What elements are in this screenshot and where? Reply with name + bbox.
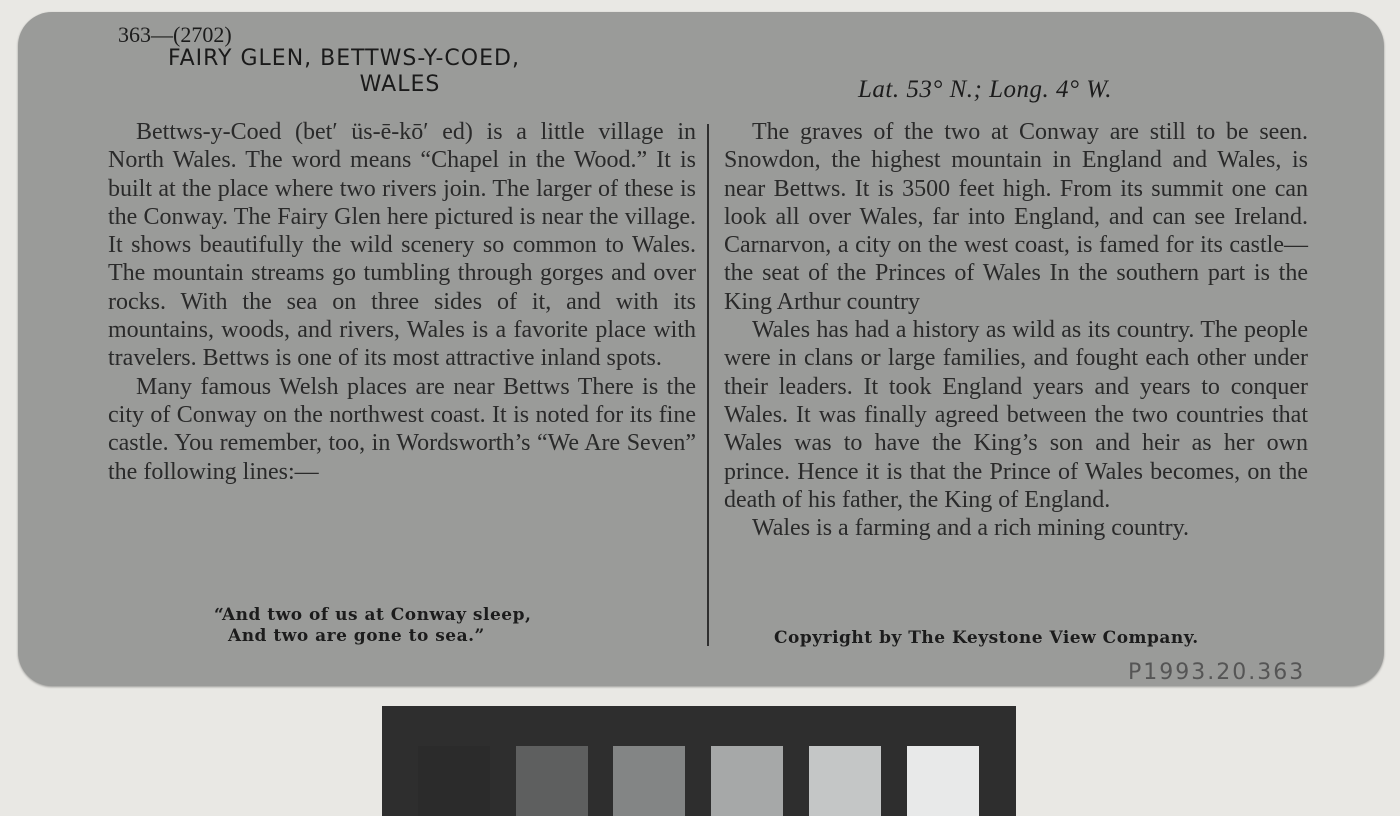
poem-line-2: And two are gone to sea.” xyxy=(228,626,485,646)
right-text-column xyxy=(724,118,1308,542)
gray-swatch xyxy=(418,746,490,816)
poem-line-1: “And two of us at Conway sleep, xyxy=(214,605,532,625)
gray-swatch xyxy=(809,746,881,816)
coordinates: Lat. 53° N.; Long. 4° W. xyxy=(858,76,1113,103)
poem-quote xyxy=(214,605,531,647)
left-paragraph-1: Bettws-y-Coed (bet′ üs-ē-kō′ ed) is a little village in North Wales. The word means “Chapel in the Wood.” It is built at the place where two rivers join. The larger of these is the Conway. The Fairy Glen here pictured is near the village. It shows beautifully the wild scenery so common to Wales. The mountain streams go tumbling through gorges and over rocks. With the sea on three sides of it, and with its mountains, woods, and rivers, Wales is a favorite place with travelers. Bettws is one of its most attractive inland spots. xyxy=(108,119,696,372)
accession-number: P1993.20.363 xyxy=(1128,660,1306,685)
right-paragraph-3: Wales is a farming and a rich mining country. xyxy=(752,515,1190,542)
right-paragraph-1: The graves of the two at Conway are still to be seen. Snowdon, the highest mountain in England and Wales, is near Bettws. It is 3500 feet high. From its summit one can look all over Wales, far into England, and can see Ireland. Carnarvon, a city on the west coast, is famed for its castle—the seat of the Princes of Wales In the southern part is the King Arthur country xyxy=(724,119,1308,315)
catalog-number: 363—(2702) xyxy=(118,22,232,47)
gray-swatch xyxy=(613,746,685,816)
title-line-2: WALES xyxy=(359,72,441,97)
gray-swatch xyxy=(516,746,588,816)
gray-swatch xyxy=(907,746,979,816)
column-divider xyxy=(707,124,709,646)
left-text-column xyxy=(108,118,696,486)
title-line-1: FAIRY GLEN, BETTWS-Y-COED, xyxy=(168,46,520,71)
card-title xyxy=(150,46,650,98)
left-paragraph-2: Many famous Welsh places are near Bettws There is the city of Conway on the northwest coast. It is noted for its fine castle. You remember, too, in Wordsworth’s “We Are Seven” the following lines:— xyxy=(108,373,696,485)
gray-swatch xyxy=(711,746,783,816)
grayscale-color-checker xyxy=(382,706,1016,816)
right-paragraph-2: Wales has had a history as wild as its country. The people were in clans or large families, and fought each other under their leaders. It took England years and years to conquer Wales. It was finally agreed between the two countries that Wales was to have the King’s son and heir as her own prince. Hence it is that the Prince of Wales becomes, on the death of his father, the King of England. xyxy=(724,317,1308,513)
copyright-line: Copyright by The Keystone View Company. xyxy=(774,628,1199,648)
